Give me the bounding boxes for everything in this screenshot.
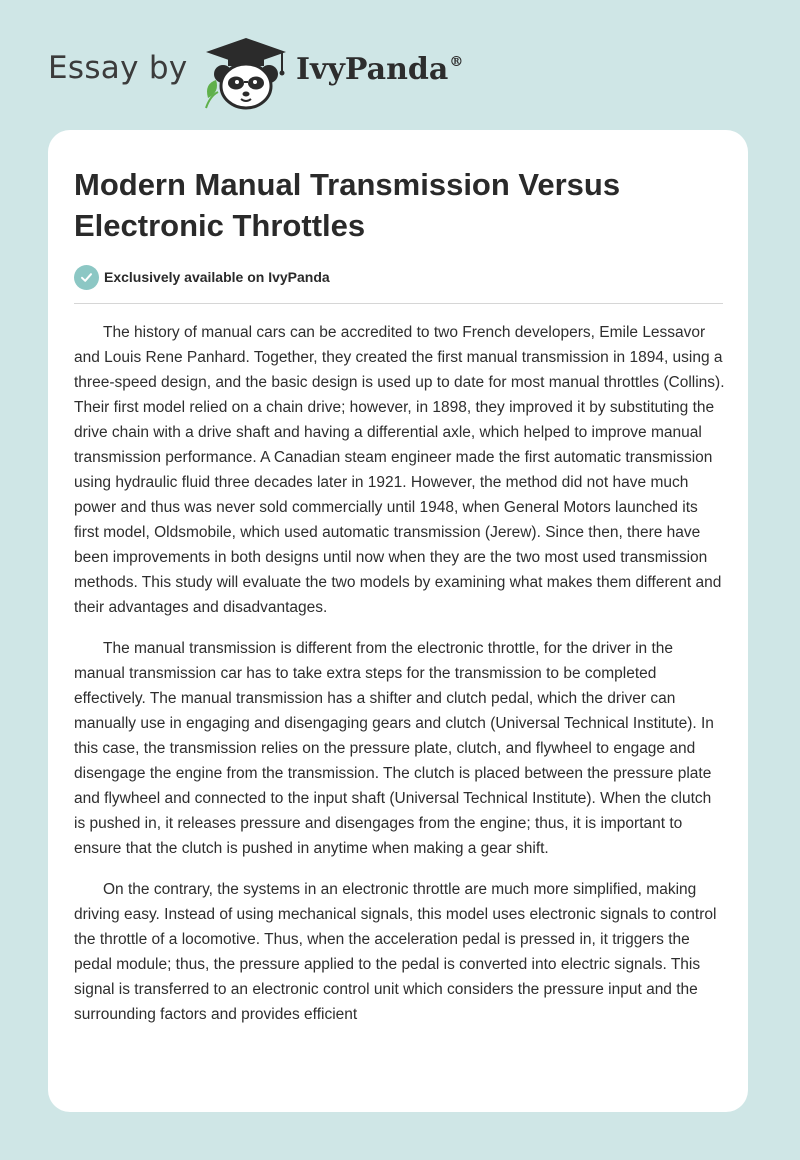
site-header [0,0,800,130]
exclusive-badge-text: Exclusively available on IvyPanda [104,269,330,285]
essay-body [74,320,726,1043]
check-icon [74,265,99,290]
brand-name[interactable] [296,52,463,87]
essay-card [48,130,748,1112]
essay-by-label: Essay by [48,50,188,86]
exclusive-badge [74,264,330,290]
paragraph: The history of manual cars can be accredited to two French developers, Emile Lessavor and Louis Rene Panhard. Together, they created the first manual transmission in 1894, using a three-speed design, and the basic design is used up to date for most manual throttles (Collins). Their first model relied on a chain drive; however, in 1898, they improved it by substituting the drive chain with a drive shaft and having a differential axle, which helped to improve manual transmission performance. A Canadian steam engineer made the first automatic transmission using hydraulic fluid three decades later in 1921. However, the method did not have much power and thus was never sold commercially until 1948, when General Motors launched its first model, Oldsmobile, which used automatic transmission (Jerew). Since then, there have been improvements in both designs until now when they are the two most used transmission methods. This study will evaluate the two models by examining what makes them different and their advantages and disadvantages. [74,324,725,616]
registered-mark: ® [449,54,464,70]
divider [74,303,723,304]
paragraph: The manual transmission is different from the electronic throttle, for the driver in the manual transmission car has to take extra steps for the transmission to be completed effectively. The manual transmission has a shifter and clutch pedal, which the driver can manually use in engaging and disengaging gears and clutch (Universal Technical Institute). In this case, the transmission relies on the pressure plate, clutch, and flywheel to engage and disengage the engine from the transmission. The clutch is placed between the pressure plate and flywheel and connected to the input shaft (Universal Technical Institute). When the clutch is pushed in, it releases pressure and disengages from the engine; thus, it is important to ensure that the clutch is pushed in anytime when making a gear shift. [74,640,714,857]
essay-title: Modern Manual Transmission Versus Electronic Throttles [74,167,621,243]
brand-text: IvyPanda [296,52,449,87]
paragraph: On the contrary, the systems in an electronic throttle are much more simplified, making driving easy. Instead of using mechanical signals, this model uses electronic signals to control the throttle of a locomotive. Thus, when the acceleration pedal is pressed in, it triggers the pedal module; thus, the pressure applied to the pedal is converted into electric signals. This signal is transferred to an electronic control unit which considers the pressure input and the surrounding factors and provides efficient [74,881,717,1023]
ivypanda-logo-icon[interactable] [200,36,292,110]
